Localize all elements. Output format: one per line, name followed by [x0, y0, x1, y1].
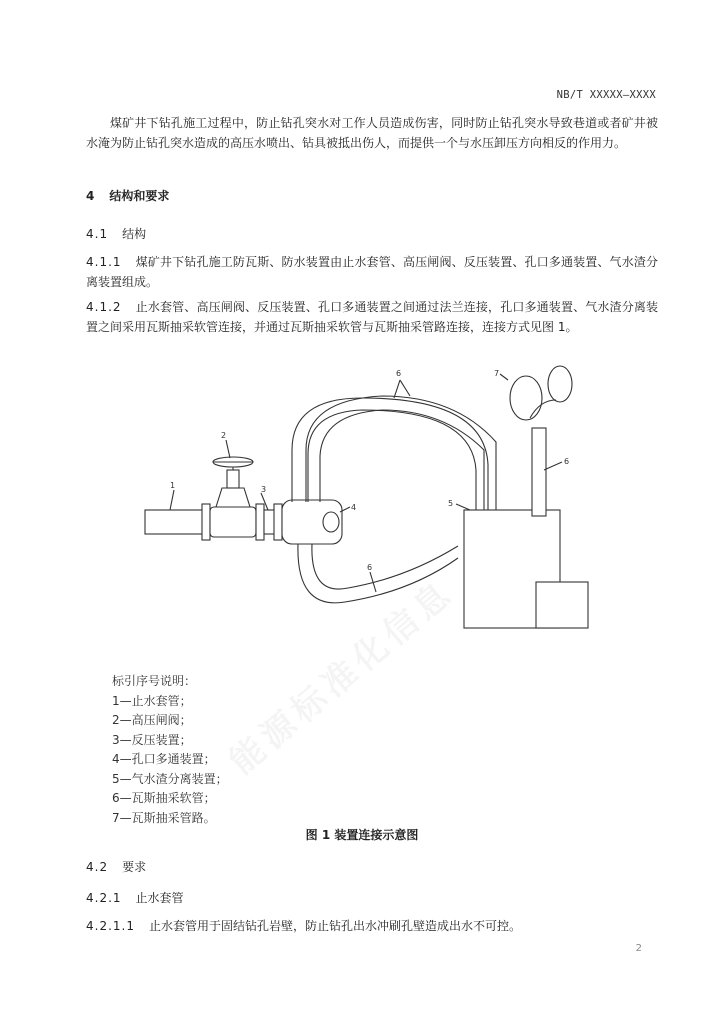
multi-way-outlet	[323, 512, 339, 532]
section-4-1-heading	[86, 225, 146, 242]
leader-line-1	[170, 490, 174, 510]
callout-6b: 6	[367, 563, 373, 572]
clause-number: 4.2.1.1	[86, 919, 135, 933]
legend-item: 5—气水渣分离装置；	[112, 771, 228, 786]
clause-text: 煤矿井下钻孔施工防瓦斯、防水装置由止水套管、高压闸阀、反压装置、孔口多通装置、气水渣分离装置组成。	[86, 255, 658, 289]
leader-line-6	[394, 380, 400, 398]
callout-5: 5	[448, 499, 454, 508]
leader-line-6c	[544, 462, 562, 470]
leader-line-6	[400, 380, 410, 396]
figure-legend	[112, 672, 228, 828]
callout-2: 2	[221, 431, 227, 440]
page-number: 2	[635, 943, 642, 954]
callout-7: 7	[494, 369, 500, 378]
clause-text: 止水套管用于固结钻孔岩壁，防止钻孔出水冲刷孔壁造成出水不可控。	[148, 919, 521, 933]
intro-paragraph: 煤矿井下钻孔施工过程中，防止钻孔突水对工作人员造成伤害，同时防止钻孔突水导致巷道或者矿井被水淹为防止钻孔突水造成的高压水喷出、钻具被抵出伤人，而提供一个与水压卸压方向相反的作用力。	[86, 116, 658, 150]
pipeline-flange	[548, 366, 572, 402]
flange	[274, 504, 282, 540]
legend-item: 3—反压装置；	[112, 732, 192, 747]
leader-line-7	[500, 374, 508, 380]
gas-drainage-hose	[320, 410, 484, 512]
section-title: 结构	[122, 227, 147, 241]
section-number: 4.2	[86, 860, 109, 874]
legend-item: 4—孔口多通装置；	[112, 752, 216, 766]
callout-1: 1	[170, 481, 176, 490]
legend-item: 6—瓦斯抽采软管；	[112, 791, 216, 805]
flange	[202, 504, 210, 540]
water-stop-casing	[145, 510, 205, 534]
figure-caption: 图 1 装置连接示意图	[305, 828, 419, 842]
section-title: 结构和要求	[109, 189, 170, 203]
legend-item: 1—止水套管；	[112, 693, 192, 708]
leader-line-5	[456, 504, 470, 510]
callout-6: 6	[396, 369, 402, 378]
section-4-2-heading	[86, 858, 146, 875]
separator-tank	[536, 582, 588, 628]
callout-6c: 6	[564, 457, 570, 466]
clause-4-1-1	[86, 252, 658, 292]
clause-number: 4.1.1	[86, 255, 122, 269]
section-title: 止水套管	[135, 891, 184, 905]
clause-text: 止水套管、高压闸阀、反压装置、孔口多通装置之间通过法兰连接，孔口多通装置、气水渣分离装置之间采用瓦斯抽采软管连接，并通过瓦斯抽采软管与瓦斯抽采管路连接，连接方式见图 1。	[86, 300, 658, 334]
flange	[256, 504, 264, 540]
gas-drainage-hose	[292, 398, 488, 512]
valve-bonnet	[216, 488, 250, 507]
clause-4-2-1-1	[86, 916, 658, 936]
valve-stem-housing	[227, 470, 239, 488]
callout-3: 3	[261, 485, 267, 494]
clause-4-1-2	[86, 297, 658, 337]
gas-drainage-hose	[306, 396, 496, 512]
standard-code: NB/T XXXXX—XXXX	[556, 89, 656, 101]
gas-drainage-pipeline	[532, 428, 546, 516]
section-4-2-1-heading	[86, 889, 184, 906]
legend-item: 2—高压闸阀；	[112, 713, 192, 727]
section-number: 4.1	[86, 227, 109, 241]
section-4-heading	[86, 187, 169, 204]
pipeline-flange	[510, 376, 542, 420]
callout-4: 4	[351, 503, 357, 512]
device-connection-diagram	[130, 360, 610, 650]
leader-line-2	[226, 440, 230, 458]
gate-valve-body	[210, 507, 256, 537]
clause-number: 4.1.2	[86, 300, 122, 314]
section-number: 4.2.1	[86, 891, 122, 905]
legend-title: 标引序号说明：	[112, 674, 197, 688]
section-title: 要求	[122, 860, 147, 874]
section-number: 4	[86, 189, 96, 203]
legend-item: 7—瓦斯抽采管路。	[112, 810, 216, 825]
